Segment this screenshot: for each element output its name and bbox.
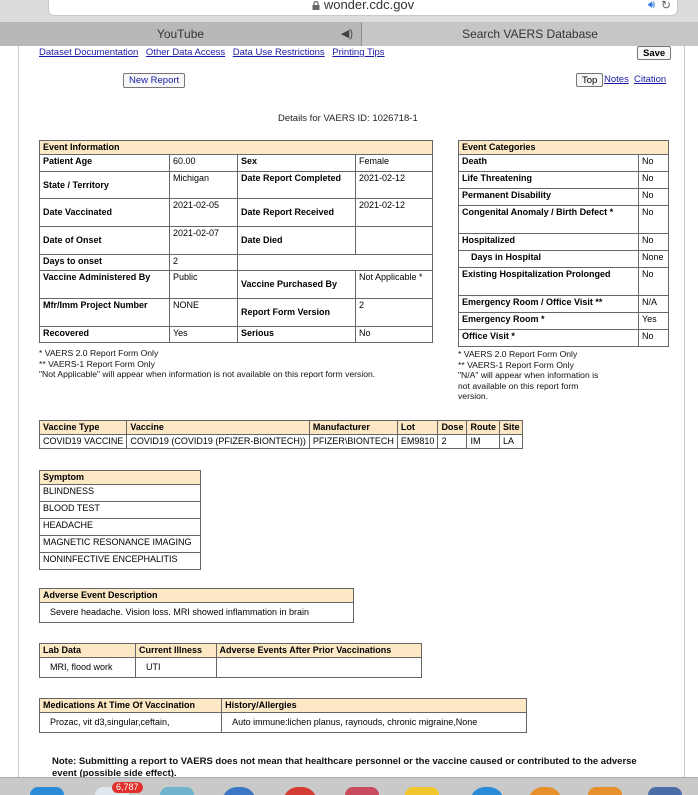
column-header: Adverse Events After Prior Vaccinations (216, 644, 421, 658)
adverse-event-table (39, 588, 354, 623)
field-value: 2 (170, 255, 238, 271)
current-illness-cell: UTI (136, 658, 217, 678)
settings-icon[interactable] (648, 787, 682, 795)
address-bar[interactable] (48, 0, 678, 16)
note-line: "Not Applicable" will appear when information is not available on this report form version. (39, 369, 376, 379)
empty-cell (238, 255, 433, 271)
page-title: Details for VAERS ID: 1026718-1 (278, 113, 418, 124)
field-label: Vaccine Purchased By (238, 271, 356, 299)
tab-youtube[interactable] (0, 22, 362, 46)
notes-app-icon[interactable] (405, 787, 439, 795)
field-label: Mfr/Imm Project Number (40, 299, 170, 327)
field-value: 2021-02-12 (356, 199, 433, 227)
column-header: Lab Data (40, 644, 136, 658)
column-header: Route (467, 421, 500, 435)
event-categories-table (458, 140, 669, 347)
frame-border (684, 46, 685, 777)
category-value: No (639, 189, 669, 206)
category-label: Congenital Anomaly / Birth Defect * (459, 206, 639, 234)
note-line: ** VAERS-1 Report Form Only (39, 358, 155, 369)
vaccine-table (39, 420, 523, 449)
top-button[interactable]: Top (576, 73, 603, 87)
table-header: Event Information (40, 141, 433, 155)
field-label: Date Vaccinated (40, 199, 170, 227)
field-label: Report Form Version (238, 299, 356, 327)
history-allergies-cell: Auto immune:lichen planus, raynouds, chronic migraine,None (222, 713, 527, 733)
lock-icon (312, 1, 320, 10)
table-header: Event Categories (459, 141, 669, 155)
tab-youtube-label: YouTube (156, 27, 205, 41)
field-value: Yes (170, 327, 238, 343)
lab-data-table (39, 643, 422, 678)
dataset-documentation-link[interactable]: Dataset Documentation (39, 47, 139, 58)
field-value: 2021-02-12 (356, 172, 433, 199)
field-value (356, 227, 433, 255)
category-label: Hospitalized (459, 234, 639, 251)
vaccine-cell: COVID19 (COVID19 (PFIZER-BIONTECH)) (127, 435, 310, 449)
note-line: "N/A" will appear when information is not available on this report form version. (458, 370, 599, 401)
category-label: Emergency Room / Office Visit ** (459, 296, 639, 313)
note-line: ** VAERS-1 Report Form Only (458, 359, 574, 370)
column-header: Dose (438, 421, 467, 435)
symptom-item: BLOOD TEST (40, 502, 201, 519)
safari-icon[interactable] (160, 787, 194, 795)
column-header: Adverse Event Description (40, 589, 354, 603)
photos-icon[interactable] (528, 787, 562, 795)
tab-search-vaers[interactable] (362, 22, 698, 46)
top-links (39, 47, 390, 58)
field-label: Vaccine Administered By (40, 271, 170, 299)
printing-tips-link[interactable]: Printing Tips (332, 47, 385, 58)
adverse-description: Severe headache. Vision loss. MRI showed inflammation in brain (40, 603, 354, 623)
field-value: 2021-02-07 (170, 227, 238, 255)
globe-icon[interactable] (222, 787, 256, 795)
manufacturer-cell: PFIZER\BIONTECH (309, 435, 397, 449)
category-label: Life Threatening (459, 172, 639, 189)
symptom-item: BLINDNESS (40, 485, 201, 502)
category-value: No (639, 155, 669, 172)
dose-cell: 2 (438, 435, 467, 449)
field-value: 2 (356, 299, 433, 327)
field-value: NONE (170, 299, 238, 327)
category-label: Death (459, 155, 639, 172)
symptom-item: MAGNETIC RESONANCE IMAGING (40, 536, 201, 553)
field-value: Female (356, 155, 433, 172)
category-label: Days in Hospital (459, 251, 639, 268)
music-icon[interactable] (283, 787, 317, 795)
disclaimer-note: Note: Submitting a report to VAERS does not mean that healthcare personnel or the vaccine caused or contributed to the adverse event (possible side effect). (52, 756, 637, 777)
column-header: Lot (397, 421, 438, 435)
field-value: No (356, 327, 433, 343)
category-label: Office Visit * (459, 330, 639, 347)
column-header: Vaccine Type (40, 421, 127, 435)
field-value: 2021-02-05 (170, 199, 238, 227)
category-label: Emergency Room * (459, 313, 639, 330)
field-label: Date Report Completed (238, 172, 356, 199)
dock (0, 777, 698, 795)
symptom-item: HEADACHE (40, 519, 201, 536)
field-label: Date of Onset (40, 227, 170, 255)
category-label: Existing Hospitalization Prolonged (459, 268, 639, 296)
vaccine-type-cell: COVID19 VACCINE (40, 435, 127, 449)
column-header: Current Illness (136, 644, 217, 658)
save-button[interactable]: Save (637, 46, 671, 60)
medications-cell: Prozac, vit d3,singular,ceftain, (40, 713, 222, 733)
prior-vaccinations-cell (216, 658, 421, 678)
lab-data-cell: MRI, flood work (40, 658, 136, 678)
notes-link[interactable]: Notes (604, 74, 629, 85)
category-value: Yes (639, 313, 669, 330)
appstore-icon[interactable] (470, 787, 504, 795)
field-label: State / Territory (40, 172, 170, 199)
note-line: * VAERS 2.0 Report Form Only (458, 349, 578, 359)
field-label: Serious (238, 327, 356, 343)
category-value: No (639, 206, 669, 234)
field-label: Recovered (40, 327, 170, 343)
event-info-notes (39, 348, 419, 380)
field-value: Michigan (170, 172, 238, 199)
citation-link[interactable]: Citation (634, 74, 667, 85)
event-categories-notes (458, 349, 608, 402)
reload-icon[interactable]: ↻ (660, 0, 671, 12)
tab-vaers-label: Search VAERS Database (462, 27, 598, 41)
column-header: Medications At Time Of Vaccination (40, 699, 222, 713)
field-label: Patient Age (40, 155, 170, 172)
symptom-item: NONINFECTIVE ENCEPHALITIS (40, 553, 201, 570)
page-content (0, 46, 698, 777)
field-value: Not Applicable * (356, 271, 433, 299)
tab-bar (0, 22, 698, 46)
site-cell: LA (499, 435, 523, 449)
pages-icon[interactable] (588, 787, 622, 795)
speaker-icon[interactable]: 🔊︎ (648, 0, 655, 11)
finder-icon[interactable] (30, 787, 64, 795)
symptom-table (39, 470, 201, 570)
lot-cell: EM9810 (397, 435, 438, 449)
category-value: No (639, 268, 669, 296)
category-value: No (639, 172, 669, 189)
calendar-icon[interactable] (345, 787, 379, 795)
field-value: Public (170, 271, 238, 299)
column-header: Vaccine (127, 421, 310, 435)
field-label: Date Report Received (238, 199, 356, 227)
medications-table (39, 698, 527, 733)
url-text: wonder.cdc.gov (323, 0, 415, 12)
field-value: 60.00 (170, 155, 238, 172)
category-value: No (639, 234, 669, 251)
event-information-table (39, 140, 433, 343)
note-line: * VAERS 2.0 Report Form Only (39, 348, 159, 358)
route-cell: IM (467, 435, 500, 449)
table-row (40, 435, 523, 449)
new-report-button[interactable]: New Report (123, 73, 185, 88)
category-label: Permanent Disability (459, 189, 639, 206)
data-use-restrictions-link[interactable]: Data Use Restrictions (232, 47, 325, 58)
column-header: Symptom (40, 471, 201, 485)
column-header: Manufacturer (309, 421, 397, 435)
browser-toolbar (0, 0, 698, 22)
frame-border (18, 46, 19, 777)
notification-badge: 6,787 (112, 782, 143, 793)
category-value: None (639, 251, 669, 268)
column-header: Site (499, 421, 523, 435)
field-label: Days to onset (40, 255, 170, 271)
other-data-access-link[interactable]: Other Data Access (145, 47, 226, 58)
speaker-icon[interactable]: ◀︎) (340, 28, 353, 40)
category-value: No (639, 330, 669, 347)
field-label: Date Died (238, 227, 356, 255)
column-header: History/Allergies (222, 699, 527, 713)
category-value: N/A (639, 296, 669, 313)
field-label: Sex (238, 155, 356, 172)
